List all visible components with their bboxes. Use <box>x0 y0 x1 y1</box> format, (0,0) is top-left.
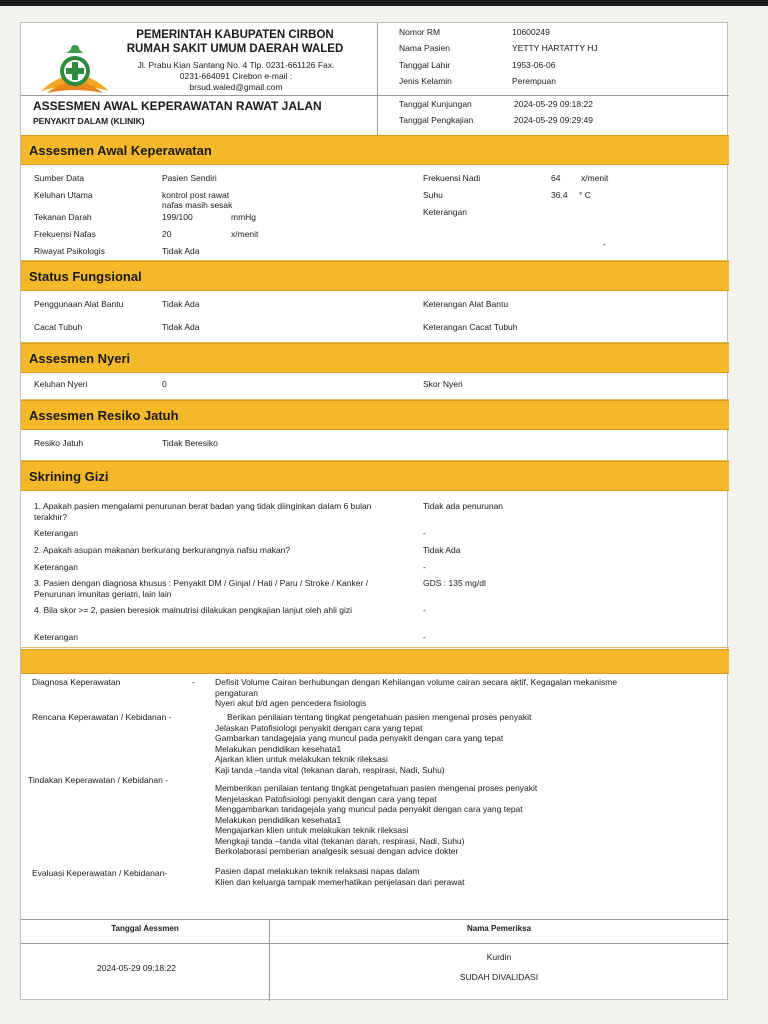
section-header-asuhan <box>21 649 729 674</box>
suhu-unit: ° C <box>579 190 591 200</box>
gizi-answer-3: GDS : 135 mg/dl <box>423 578 486 588</box>
tindakan-item: Menggambarkan tandagejala yang muncul pada penyakit dengan cara yang tepat <box>215 804 523 814</box>
tekanan-darah-value: 199/100 <box>162 212 193 222</box>
patient-name-label: Nama Pasien <box>399 43 451 53</box>
section-header-fungsional <box>21 261 729 291</box>
diagnosa-item: pengaturan <box>215 687 259 698</box>
footer-pemeriksa-value: Kurdin <box>486 952 512 962</box>
rencana-label: Rencana Keperawatan / Kebidanan - <box>32 712 172 722</box>
sex-value: Perempuan <box>512 76 556 86</box>
gizi-keterangan-1-value: - <box>423 528 426 538</box>
rm-label: Nomor RM <box>399 27 441 37</box>
gizi-question-3: 3. Pasien dengan diagnosa khusus : Penyakit DM / Ginjal / Hati / Paru / Stroke / Kanker / Penurunan imunitas geriatri, lain lain <box>34 578 369 599</box>
hospital-logo-icon <box>37 41 113 101</box>
gizi-keterangan-3-label: Keterangan <box>34 632 78 642</box>
riwayat-psikologis-value: Tidak Ada <box>162 246 200 256</box>
keluhan-utama-label: Keluhan Utama <box>34 190 93 200</box>
gizi-answer-1: Tidak ada penurunan <box>423 501 504 511</box>
section-header-jatuh <box>21 400 729 430</box>
gizi-keterangan-2-value: - <box>423 562 426 572</box>
section-header-nyeri <box>21 343 729 373</box>
frekuensi-nadi-value: 64 <box>551 173 561 183</box>
hospital-email: brsud.waled@gmail.com <box>189 82 283 92</box>
frekuensi-nafas-unit: x/menit <box>231 229 259 239</box>
footer-tanggal-label: Tanggal Aessmen <box>111 924 179 933</box>
frekuensi-nafas-label: Frekuensi Nafas <box>34 229 96 239</box>
header-divider <box>377 23 378 135</box>
keluhan-utama-value: kontrol post rawat <box>162 190 230 200</box>
document-title: ASSESMEN AWAL KEPERAWATAN RAWAT JALAN <box>33 99 322 113</box>
section-title-awal: Assesmen Awal Keperawatan <box>29 143 212 158</box>
section-body-jatuh <box>21 430 729 461</box>
gizi-answer-2: Tidak Ada <box>423 545 461 555</box>
gizi-question-4: 4. Bila skor >= 2, pasien beresiok malnutrisi dilakukan pengkajian lanjut oleh ahli gizi <box>34 605 352 615</box>
tindakan-label: Tindakan Keperawatan / Kebidanan - <box>28 775 169 785</box>
diagnosa-dash: - <box>192 677 195 687</box>
gizi-keterangan-2-label: Keterangan <box>34 562 78 572</box>
footer-pemeriksa-label: Nama Pemeriksa <box>466 924 532 933</box>
footer-rule-mid <box>21 943 729 944</box>
tindakan-item: Memberikan penilaian tentang tingkat pengetahuan pasien mengenai proses penyakit <box>215 783 538 793</box>
alat-bantu-value: Tidak Ada <box>162 299 200 309</box>
rencana-item: Ajarkan klien untuk melakukan teknik rileksasi <box>215 754 388 764</box>
tindakan-item: Mengajarkan klien untuk melakukan teknik rileksasi <box>215 825 409 835</box>
keluhan-nyeri-label: Keluhan Nyeri <box>34 379 88 389</box>
tindakan-item: Melakukan pendidikan kesehata1 <box>215 814 342 825</box>
section-body-awal <box>21 165 729 261</box>
resiko-jatuh-value: Tidak Beresiko <box>162 438 218 448</box>
tindakan-item: Mengkaji tanda –tanda vital (tekanan darah, respirasi, Nadi, Suhu) <box>215 835 465 846</box>
keterangan-alat-bantu-label: Keterangan Alat Bantu <box>423 299 509 309</box>
gizi-question-1: 1. Apakah pasien mengalami penurunan berat badan yang tidak diinginkan dalam 6 bulan terakhir? <box>34 501 372 522</box>
gizi-answer-4: - <box>423 605 426 615</box>
assessment-date-value: 2024-05-29 09:29:49 <box>514 115 593 125</box>
tindakan-list <box>215 783 537 857</box>
frekuensi-nafas-value: 20 <box>162 229 172 239</box>
header-rule <box>21 95 729 96</box>
keterangan-awal-value: - <box>603 239 606 249</box>
tindakan-item: Menjelaskan Patofisiologi penyakit dengan cara yang tepat <box>215 793 437 804</box>
dob-label: Tanggal Lahir <box>399 60 451 70</box>
section-header-gizi <box>21 461 729 491</box>
sumber-value: Pasien Sendiri <box>162 173 217 183</box>
rencana-item: Melakukan pendidikan kesehata1 <box>215 743 342 754</box>
rencana-item: Gambarkan tandagejala yang muncul pada penyakit dengan cara yang tepat <box>215 733 504 743</box>
rencana-item: Kaji tanda –tanda vital (tekanan darah, respirasi, Nadi, Suhu) <box>215 764 445 775</box>
keterangan-awal-label: Keterangan <box>423 207 467 217</box>
sumber-label: Sumber Data <box>34 173 85 183</box>
frekuensi-nadi-label: Frekuensi Nadi <box>423 173 481 183</box>
tekanan-darah-label: Tekanan Darah <box>34 212 92 222</box>
cacat-tubuh-value: Tidak Ada <box>162 322 200 332</box>
evaluasi-item: Pasien dapat melakukan teknik relaksasi napas dalam <box>215 866 420 876</box>
section-body-fungsional <box>21 291 729 343</box>
skor-nyeri-label: Skor Nyeri <box>423 379 463 389</box>
visit-date-value: 2024-05-29 09:18:22 <box>514 99 593 109</box>
diagnosa-label: Diagnosa Keperawatan <box>32 677 121 687</box>
section-title-fungsional: Status Fungsional <box>29 269 142 284</box>
section-body-gizi <box>21 491 729 648</box>
tindakan-item: Berkolaborasi pemberian analgesik sesuai dengan advice dokter <box>215 846 459 856</box>
rencana-list <box>215 712 531 775</box>
cacat-tubuh-label: Cacat Tubuh <box>34 322 83 332</box>
hospital-government-name: PEMERINTAH KABUPATEN CIRBON <box>136 29 334 41</box>
hospital-name: RUMAH SAKIT UMUM DAERAH WALED <box>126 43 344 55</box>
evaluasi-item: Klien dan keluarga tampak memerhatikan penjelasan dari perawat <box>215 876 465 887</box>
sex-label: Jenis Kelamin <box>399 76 452 86</box>
section-title-nyeri: Assesmen Nyeri <box>29 351 131 366</box>
suhu-label: Suhu <box>423 190 443 200</box>
rencana-item: Jelaskan Patofisiologi penyakit dengan cara yang tepat <box>215 722 423 733</box>
keluhan-utama-value-2: nafas masih sesak <box>162 200 233 210</box>
evaluasi-label: Evaluasi Keperawatan / Kebidanan- <box>32 868 168 878</box>
section-title-jatuh: Assesmen Resiko Jatuh <box>29 408 179 423</box>
diagnosa-list <box>215 677 617 709</box>
diagnosa-item: Defisit Volume Cairan berhubungan dengan Kehilangan volume cairan secara aktif, Kegagalan mekanisme <box>215 677 618 687</box>
evaluasi-list <box>215 866 464 887</box>
patient-name-value: YETTY HARTATTY HJ <box>512 43 598 53</box>
frekuensi-nadi-unit: x/menit <box>581 173 609 183</box>
gizi-keterangan-3-value: - <box>423 632 426 642</box>
section-title-gizi: Skrining Gizi <box>29 469 109 484</box>
assessment-document <box>20 22 728 1000</box>
footer-tanggal-value: 2024-05-29 09:18:22 <box>97 963 176 973</box>
dob-value: 1953-06-06 <box>512 60 556 70</box>
keterangan-cacat-tubuh-label: Keterangan Cacat Tubuh <box>423 322 518 332</box>
rencana-item: Berikan penilaian tentang tingkat pengetahuan pasien mengenai proses penyakit <box>227 712 532 722</box>
visit-date-label: Tanggal Kunjungan <box>399 99 472 109</box>
diagnosa-item: Nyeri akut b/d agen pencedera fisiologis <box>215 698 367 708</box>
resiko-jatuh-label: Resiko Jatuh <box>34 438 84 448</box>
riwayat-psikologis-label: Riwayat Psikologis <box>34 246 105 256</box>
section-body-nyeri <box>21 373 729 400</box>
gizi-keterangan-1-label: Keterangan <box>34 528 78 538</box>
validation-status: SUDAH DIVALIDASI <box>459 972 539 982</box>
rm-value: 10600249 <box>512 27 550 37</box>
alat-bantu-label: Penggunaan Alat Bantu <box>34 299 124 309</box>
section-header-awal <box>21 135 729 165</box>
assessment-date-label: Tanggal Pengkajian <box>399 115 474 125</box>
gizi-question-2: 2. Apakah asupan makanan berkurang berkurangnya nafsu makan? <box>34 545 291 555</box>
keluhan-nyeri-value: 0 <box>162 379 167 389</box>
scan-top-edge <box>0 0 768 6</box>
document-subtitle: PENYAKIT DALAM (KLINIK) <box>33 116 145 126</box>
suhu-value: 36.4 <box>551 190 568 200</box>
hospital-address-line2: 0231-664091 Cirebon e-mail : <box>179 71 293 81</box>
footer-rule-top <box>21 919 729 920</box>
hospital-address-line1: Jl. Prabu Kian Santang No. 4 Tlp. 0231-661126 Fax. <box>137 60 335 70</box>
tekanan-darah-unit: mmHg <box>231 212 257 222</box>
